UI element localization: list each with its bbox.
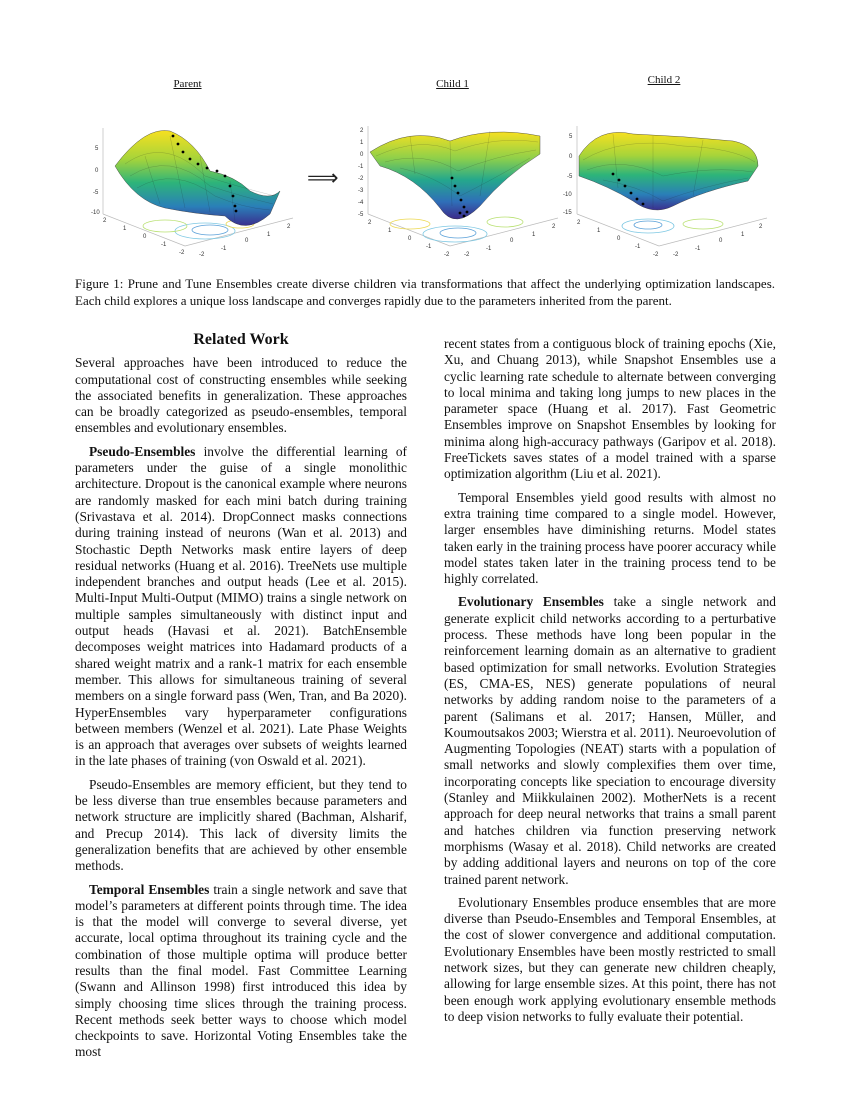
child1-panel: [340, 78, 565, 273]
parent-x-tick: 1: [267, 232, 271, 238]
child1-z-tick: -4: [358, 200, 364, 206]
paragraph: [444, 594, 776, 887]
child2-y-tick: -1: [635, 244, 641, 250]
child2-x-tick: 2: [759, 224, 763, 230]
child1-x-tick: 2: [552, 224, 556, 230]
section-title: Related Work: [193, 331, 289, 348]
child1-x-tick: -1: [486, 246, 492, 252]
left-column: [75, 332, 407, 1068]
child1-z-tick: 2: [360, 128, 364, 134]
paragraph-heading: Temporal Ensembles: [89, 881, 210, 897]
figure-caption: Figure 1: Prune and Tune Ensembles create diverse children via transformations that affect the underlying optimization landscapes. Each child explores a unique loss landscape and converges rapidly due to the parameters inherited from the parent.: [75, 276, 775, 308]
paragraph-heading: Pseudo-Ensembles: [89, 443, 196, 459]
parent-z-tick: -10: [91, 210, 100, 216]
child1-z-tick: 0: [360, 152, 364, 158]
parent-x-tick: 2: [287, 224, 291, 230]
child2-z-tick: -15: [563, 210, 572, 216]
parent-panel-title: Parent: [173, 78, 202, 90]
parent-x-tick: -1: [221, 246, 227, 252]
parent-y-tick: 0: [143, 234, 147, 240]
figure-1: [75, 74, 775, 273]
child2-x-tick: -2: [673, 252, 679, 258]
child1-y-tick: -2: [444, 252, 450, 258]
child1-y-tick: -1: [426, 244, 432, 250]
paragraph: Several approaches have been introduced to reduce the computational cost of constructing ensembles while seeking the associated benefits in generalization. These approaches can be broadly categorized as pseudo-ensembles, temporal ensembles and evolutionary ensembles.: [75, 355, 407, 436]
child2-z-tick: -5: [567, 174, 573, 180]
child1-x-tick: -2: [464, 252, 470, 258]
paragraph: Evolutionary Ensembles produce ensembles that are more diverse than Pseudo-Ensembles and Temporal Ensembles, at the cost of slower convergence and additional computation. Evolutionary Ensembles have been mostly restricted to small network sizes, but they can generate new children cheaply, allowing for large ensemble sizes. At this point, there has not been enough work applying evolutionary ensemble methods to deep vision networks to fully evaluate their potential.: [444, 894, 776, 1024]
child2-x-tick: 0: [719, 238, 723, 244]
child1-x-tick: 0: [510, 238, 514, 244]
paragraph-heading: Evolutionary Ensembles: [458, 594, 604, 610]
parent-y-tick: 1: [123, 226, 127, 232]
child2-y-tick: 0: [617, 236, 621, 242]
paragraph: recent states from a contiguous block of training epochs (Xie, Xu, and Chuang 2013), while Snapshot Ensembles use a cyclic learning rate schedule to alternate between converging to local minima and taking long jumps to new places in the parameter space (Huang et al. 2017). Fast Geometric Ensembles improve on Snapshot Ensembles by looking for minima along high-accuracy pathways (Garipov et al. 2018). FreeTickets saves states of a model trained with a sparse optimization algorithm (Liu et al. 2021).: [444, 336, 776, 482]
child1-panel-title: Child 1: [436, 78, 469, 90]
paragraph-body: train a single network and save that model’s parameters at different points through time. The idea is that the model will converge to several diverse, yet accurate, local optima throughout its training cycle and the combination of those multiple optima will produce better results than the final model. Fast Committee Learning (Swann and Allinson 1998) first introduced this idea by simply choosing time slices through the training process. Recent methods seek better ways to choose which model checkpoints to save. Horizontal Voting Ensembles take the most: [75, 881, 407, 1060]
child2-y-tick: -2: [653, 252, 659, 258]
child2-surface-plot: [553, 96, 775, 266]
parent-surface-plot: [75, 96, 300, 266]
child1-surface-plot: [340, 96, 565, 266]
paragraph: Temporal Ensembles yield good results with almost no extra training time compared to a single model. However, larger ensembles have diminishing returns. Model states taken early in the training process have poorer accuracy while model states taken later in the training process tend to be highly correlated.: [444, 489, 777, 587]
child1-z-tick: 1: [360, 140, 364, 146]
child2-y-tick: 2: [577, 220, 581, 226]
parent-x-tick: -2: [199, 252, 205, 258]
child1-z-tick: -2: [358, 176, 364, 182]
child2-z-tick: -10: [563, 192, 572, 198]
child2-z-tick: 5: [569, 134, 573, 140]
paragraph-body: take a single network and generate explicit child networks according to a perturbative process. These methods have long been popular in the reinforcement learning domain as an alternative to gradient based optimization for small networks. Evolution Strategies (ES, CMA-ES, NES) generate populations of neural networks by adding random noise to the parameters of a parent (Salimans et al. 2017; Hansen, Müller, and Koumoutsakos 2003; Wierstra et al. 2011). Neuroevolution of Augmenting Topologies (NEAT) starts with a population of small networks and slowly complexifies them over time, incorporating concepts like speciation to encourage diversity (Stanley and Miikkulainen 2002). MotherNets is a recent approach for deep neural networks that trains a small parent and hatches children via function preserving network morphisms (Wasay et al. 2018). Child networks are created by adding additional layers and neurons on top of the core trained parent network.: [444, 594, 776, 887]
parent-z-tick: 5: [95, 146, 99, 152]
child2-x-tick: 1: [741, 232, 745, 238]
child1-x-tick: 1: [532, 232, 536, 238]
child1-y-tick: 1: [388, 228, 392, 234]
parent-y-tick: -2: [179, 250, 185, 256]
transform-arrow: ⟹: [307, 166, 339, 191]
parent-y-tick: -1: [161, 242, 167, 248]
parent-panel: [75, 78, 300, 273]
paragraph-body: involve the differential learning of parameters under the guise of a single monolithic architecture. Dropout is the canonical example where neurons are randomly masked for each mini batch during training (Srivastava et al. 2014). DropConnect masks connections during training instead of neurons (Wan et al. 2013) and Stochastic Depth Networks mask entire layers of deep residual networks (Huang et al. 2016). TreeNets use multiple independent branches and output heads (Lee et al. 2015). Multi-Input Multi-Output (MIMO) trains a single network on multiple samples simultaneously with distinct input and output heads (Havasi et al. 2021). BatchEnsemble decomposes weight matrices into Hadamard products of a shared weight matrix and a rank-1 matrix for each ensemble member. This allows for simultaneous training of several members on a single forward pass (Wen, Tran, and Ba 2020). HyperEnsembles vary hyperparameter configurations between members (Wenzel et al. 2021). Late Phase Weights is an approach that averages over subsets of weights learned in the late phases of training (von Oswald et al. 2021).: [75, 443, 407, 769]
parent-y-tick: 2: [103, 218, 107, 224]
right-column: [444, 336, 776, 1032]
child2-panel: [553, 74, 775, 273]
paragraph: Pseudo-Ensembles are memory efficient, but they tend to be less diverse than true ensembles because parameters and network structure are implicitly shared (Bachman, Alsharif, and Precup 2014). This lack of diversity limits the generalization benefits that are achieved by other ensemble methods.: [75, 776, 407, 874]
parent-z-tick: 0: [95, 168, 99, 174]
child1-y-tick: 0: [408, 236, 412, 242]
child1-z-tick: -1: [358, 164, 364, 170]
parent-z-tick: -5: [93, 190, 99, 196]
child1-z-tick: -5: [358, 212, 364, 218]
parent-x-tick: 0: [245, 238, 249, 244]
child2-z-tick: 0: [569, 154, 573, 160]
child2-y-tick: 1: [597, 228, 601, 234]
child1-z-tick: -3: [358, 188, 364, 194]
child1-y-tick: 2: [368, 220, 372, 226]
paragraph: [75, 882, 407, 1061]
paragraph: [75, 444, 407, 770]
child2-panel-title: Child 2: [647, 74, 681, 86]
child2-x-tick: -1: [695, 246, 701, 252]
